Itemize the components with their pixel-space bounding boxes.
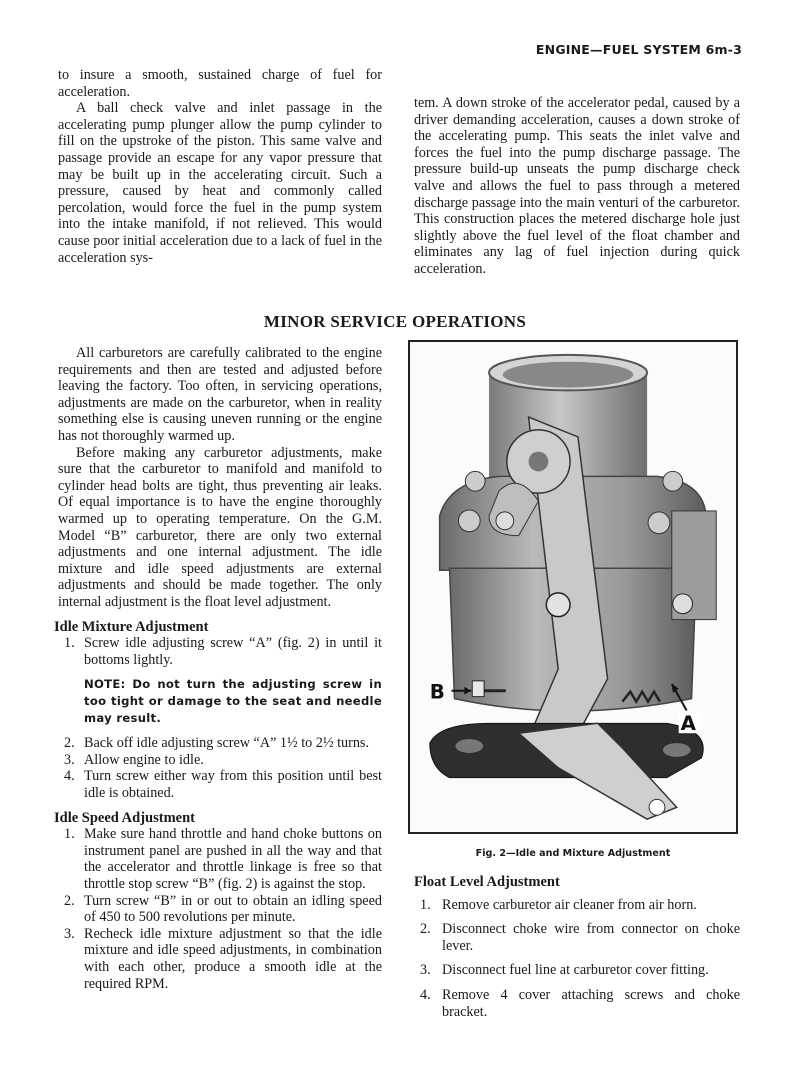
list-item (58, 768, 382, 801)
step-number: 1. (64, 826, 75, 843)
step-text: Back off idle adjusting screw “A” 1½ to 2½ turns. (84, 735, 370, 752)
step-text: Allow engine to idle. (84, 751, 204, 768)
carburetor-figure (408, 340, 738, 834)
paragraph: Before making any carburetor adjustments, make sure that the carburetor to manifold and manifold to cylinder head bolts are tight, thus preventing air leaks. Of equal importance is to have the engine thoroughly warmed up to operating temperature. On the G.M. Model “B” carburetor, there are only two external adjustments and one internal adjustment. The idle mixture and idle speed adjustments are external adjustments and should be made together. The only internal adjustment is the float level adjustment. (58, 444, 382, 610)
paragraph: to insure a smooth, sustained charge of fuel for acceleration. (58, 67, 382, 100)
paragraph: tem. A down stroke of the accelerator pedal, caused by a driver demanding acceleration, causes a down stroke of the accelerating pump. This seats the inlet valve and forces the fuel into the pump discharge passage. The pressure build-up unseats the pump discharge check valve and allows the fuel to pass through a metered discharge passage into the main venturi of the carburetor. This construction places the metered discharge hole just slightly above the fuel level of the float chamber and eliminates any lag of fuel injection during quick acceleration. (414, 95, 740, 277)
label-a: A (680, 712, 696, 736)
step-number: 3. (64, 751, 75, 768)
list-item (58, 635, 382, 668)
idle-mixture-steps (58, 635, 382, 668)
step-text: Turn screw “B” in or out to obtain an idling speed of 450 to 500 revolutions per minute. (84, 892, 382, 926)
list-item (414, 897, 740, 914)
idle-speed-steps (58, 826, 382, 992)
carburetor-illustration (410, 342, 736, 832)
idle-mixture-heading: Idle Mixture Adjustment (54, 618, 209, 635)
step-number: 2. (64, 892, 75, 909)
step-number: 2. (420, 921, 431, 938)
step-number: 2. (64, 735, 75, 752)
top-right-column (414, 95, 740, 278)
step-number: 1. (64, 635, 75, 652)
step-text: Make sure hand throttle and hand choke buttons on instrument panel are pushed in all the way and that the accelerator and throttle linkage is free so that throttle stop screw “B” (fig. 2) is against the stop. (84, 826, 382, 893)
list-item (58, 752, 382, 769)
step-text: Remove carburetor air cleaner from air horn. (442, 896, 697, 913)
label-b: B (429, 680, 445, 704)
step-number: 4. (420, 986, 431, 1003)
section-title: MINOR SERVICE OPERATIONS (263, 312, 527, 331)
list-item (58, 826, 382, 892)
list-item (414, 921, 740, 954)
list-item (414, 987, 740, 1020)
idle-speed-heading: Idle Speed Adjustment (54, 809, 195, 826)
list-item (414, 962, 740, 979)
note: NOTE: Do not turn the adjusting screw in too tight or damage to the seat and needle may result. (84, 677, 382, 726)
step-text: Turn screw either way from this position until best idle is obtained. (84, 768, 382, 802)
idle-mixture-steps-continued (58, 735, 382, 801)
step-number: 3. (420, 962, 431, 979)
step-text: Remove 4 cover attaching screws and choke bracket. (442, 986, 740, 1020)
step-text: Disconnect choke wire from connector on choke lever. (442, 921, 740, 954)
top-left-column (58, 67, 382, 266)
float-level-steps (414, 897, 740, 1021)
step-number: 3. (64, 925, 75, 942)
step-number: 4. (64, 768, 75, 785)
step-text: Disconnect fuel line at carburetor cover fitting. (442, 962, 709, 979)
running-header: ENGINE—FUEL SYSTEM 6m-3 (535, 42, 742, 57)
float-level-heading: Float Level Adjustment (414, 874, 560, 890)
list-item (58, 735, 382, 752)
paragraph: A ball check valve and inlet passage in the accelerating pump plunger allow the pump cylinder to fill on the upstroke of the piston. This same valve and passage provide an escape for any vapor pressure that may be built up in the accelerating circuit. Such a pressure, caused by heat and commonly called percolation, would force the fuel in the pump system into the intake manifold, if not relieved. This would cause poor initial acceleration due to a lack of fuel in the acceleration sys- (58, 100, 382, 266)
figure-caption: Fig. 2—Idle and Mixture Adjustment (475, 848, 671, 859)
list-item (58, 893, 382, 926)
paragraph: All carburetors are carefully calibrated to the engine requirements and then are tested and adjusted before leaving the factory. Too often, in servicing operations, adjustments are made on the carburetor, when in reality something else is causing uneven running or the engine has not thoroughly warmed up. (58, 345, 382, 444)
list-item (58, 926, 382, 992)
bottom-left-column (54, 345, 382, 992)
step-text: Screw idle adjusting screw “A” (fig. 2) in until it bottoms lightly. (84, 635, 382, 668)
step-number: 1. (420, 896, 431, 913)
step-text: Recheck idle mixture adjustment so that the idle mixture and idle speed adjustments, in combination with each other, produce a smooth idle at the required RPM. (84, 925, 382, 992)
float-level-column (414, 874, 740, 1020)
